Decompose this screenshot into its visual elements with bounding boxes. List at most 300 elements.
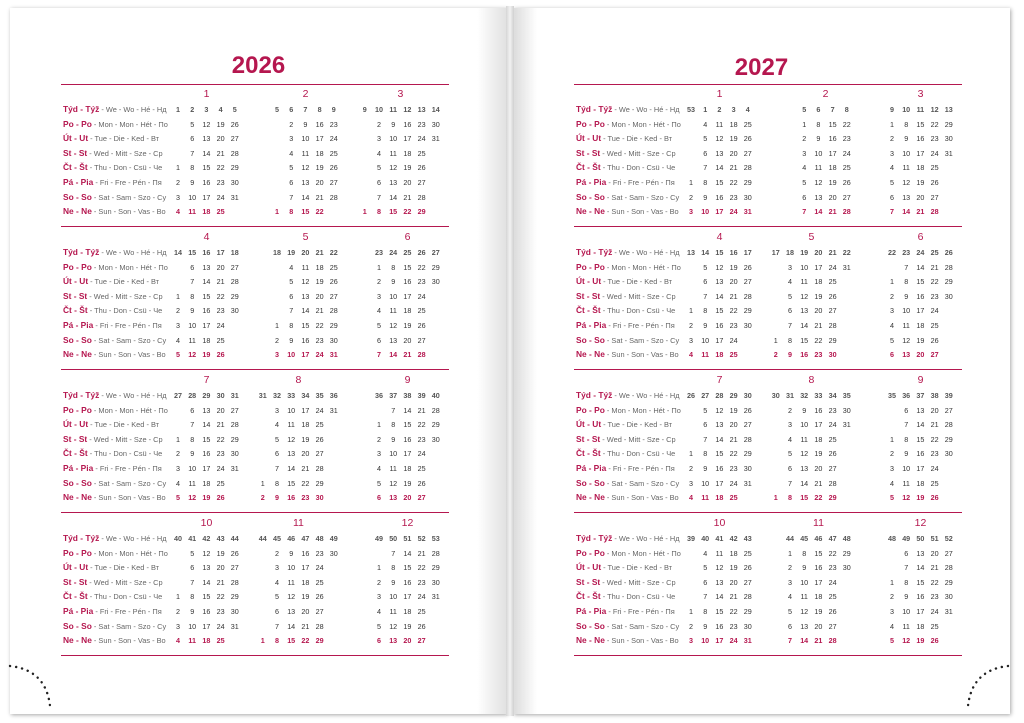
weekday-label-rest: - Mon - Mon - Hét - По — [604, 119, 681, 129]
day-date: 29 — [230, 291, 239, 301]
week-number: 41 — [715, 534, 724, 543]
weekday-label — [63, 478, 166, 489]
week-number: 26 — [944, 248, 953, 257]
sunday-date: 28 — [828, 636, 837, 646]
day-date: 30 — [329, 548, 338, 558]
day-date: 1 — [689, 449, 693, 459]
day-date: 7 — [703, 592, 708, 602]
week-number: 12 — [403, 105, 412, 114]
week-number: 11 — [389, 105, 397, 114]
sunday-date: 9 — [788, 350, 792, 360]
week-number: 27 — [174, 391, 182, 400]
day-date: 20 — [216, 405, 225, 415]
day-date: 28 — [944, 420, 953, 430]
weekday-label-rest: - We - Wo - Hé - Нд — [612, 391, 680, 400]
week-number: 13 — [944, 105, 953, 114]
day-date: 1 — [275, 321, 279, 330]
day-date: 12 — [902, 178, 911, 187]
weekday-label-rest: - Tue - Die - Ked - Вт — [601, 277, 673, 287]
day-date: 4 — [377, 306, 381, 316]
day-date: 5 — [275, 434, 279, 444]
day-date: 29 — [431, 262, 440, 272]
day-date: 28 — [828, 321, 837, 330]
day-date: 10 — [902, 464, 911, 473]
sunday-date: 26 — [930, 636, 939, 646]
sunday-date: 24 — [315, 350, 324, 360]
day-date: 11 — [800, 277, 808, 287]
week-number: 40 — [431, 391, 440, 400]
week-number: 20 — [301, 248, 310, 257]
day-date: 16 — [202, 306, 211, 316]
day-date: 10 — [800, 420, 809, 430]
week-number: 43 — [216, 534, 225, 543]
sunday-date: 8 — [788, 493, 792, 503]
day-date: 15 — [828, 119, 837, 129]
day-date: 24 — [828, 420, 837, 430]
weekday-label-rest: - Sun - Son - Vas - Bo — [604, 350, 679, 360]
day-date: 27 — [842, 192, 851, 202]
week-number: 3 — [204, 105, 209, 114]
day-date: 19 — [301, 434, 310, 444]
month-number: 3 — [397, 88, 404, 100]
day-date: 2 — [890, 592, 894, 602]
day-date: 8 — [391, 262, 396, 272]
day-date: 8 — [904, 119, 909, 129]
sunday-date: 24 — [729, 207, 738, 217]
month-number: 11 — [292, 517, 304, 529]
day-date: 7 — [391, 405, 396, 415]
day-date: 25 — [930, 163, 939, 173]
day-date: 6 — [904, 548, 909, 558]
day-date: 24 — [828, 577, 837, 587]
day-date: 31 — [944, 148, 953, 158]
day-date: 27 — [230, 262, 239, 272]
day-date: 20 — [930, 548, 939, 558]
day-date: 3 — [176, 464, 180, 473]
day-date: 23 — [315, 335, 324, 345]
day-date: 9 — [904, 291, 909, 301]
weekday-label-rest: - Mon - Mon - Hét - По — [91, 405, 168, 415]
sunday-date: 13 — [389, 493, 398, 503]
weekday-label — [63, 463, 162, 474]
day-date: 20 — [301, 449, 310, 459]
week-number: 52 — [417, 534, 426, 543]
day-date: 4 — [275, 577, 279, 587]
day-date: 28 — [743, 592, 752, 602]
day-date: 28 — [431, 405, 440, 415]
day-date: 10 — [701, 335, 710, 345]
weekday-label — [576, 291, 676, 302]
week-number: 8 — [844, 105, 849, 114]
sunday-date: 2 — [773, 350, 778, 360]
weekday-label — [63, 276, 159, 287]
weekday-label-bold: Ne - Ne — [576, 349, 605, 360]
day-date: 31 — [743, 478, 752, 488]
day-date: 19 — [403, 621, 412, 631]
week-number: 44 — [258, 534, 267, 543]
day-date: 17 — [715, 478, 724, 488]
day-date: 29 — [944, 119, 953, 129]
day-date: 6 — [275, 449, 279, 459]
day-date: 25 — [743, 119, 752, 129]
day-date: 14 — [715, 163, 724, 173]
week-number: 49 — [902, 534, 911, 543]
week-number: 48 — [315, 534, 324, 543]
day-date: 28 — [743, 291, 752, 301]
day-date: 2 — [176, 178, 180, 187]
day-date: 23 — [315, 548, 324, 558]
week-number: 46 — [814, 534, 823, 543]
weekday-label-bold: Čt - Št — [63, 162, 88, 173]
day-date: 17 — [202, 192, 211, 202]
day-date: 27 — [329, 291, 338, 301]
day-date: 17 — [715, 335, 724, 345]
day-date: 3 — [275, 405, 279, 415]
day-date: 13 — [916, 405, 925, 415]
day-date: 18 — [202, 335, 211, 345]
sunday-date: 23 — [814, 350, 823, 360]
day-date: 21 — [315, 306, 324, 316]
day-date: 14 — [403, 548, 412, 558]
day-date: 8 — [703, 178, 708, 187]
quarter-band — [61, 227, 449, 370]
weekday-label-rest: - Thu - Don - Csü - Че — [87, 449, 163, 459]
weekday-label-rest: - Tue - Die - Ked - Вт — [601, 563, 673, 573]
day-date: 8 — [190, 291, 195, 301]
day-date: 26 — [828, 291, 837, 301]
day-date: 28 — [743, 434, 752, 444]
day-date: 15 — [403, 420, 412, 430]
day-date: 2 — [788, 563, 792, 573]
day-date: 5 — [289, 277, 294, 287]
day-date: 13 — [916, 548, 925, 558]
day-date: 10 — [287, 405, 296, 415]
day-date: 17 — [202, 464, 211, 473]
day-date: 25 — [315, 420, 324, 430]
week-number: 49 — [375, 534, 383, 543]
day-date: 29 — [828, 335, 837, 345]
day-date: 21 — [216, 277, 225, 287]
day-date: 9 — [802, 563, 807, 573]
day-date: 31 — [230, 192, 239, 202]
day-date: 16 — [301, 335, 310, 345]
day-date: 25 — [930, 321, 939, 330]
weekday-label-rest: - Fri - Fre - Pén - Пя — [606, 607, 675, 616]
weekday-label-bold: So - So — [63, 334, 92, 345]
day-date: 27 — [743, 420, 752, 430]
weekday-label-rest: - Fri - Fre - Pén - Пя — [606, 178, 675, 187]
weekday-label — [576, 419, 672, 430]
day-date: 30 — [230, 607, 239, 616]
week-number: 23 — [375, 248, 383, 257]
weekday-label-rest: - Wed - Mitt - Sze - Ср — [600, 434, 676, 444]
week-number: 26 — [417, 248, 426, 257]
day-date: 31 — [329, 405, 338, 415]
week-number: 37 — [389, 391, 398, 400]
day-date: 13 — [389, 335, 398, 345]
weekday-label — [576, 276, 672, 287]
day-date: 14 — [301, 192, 310, 202]
day-date: 2 — [377, 119, 381, 129]
day-date: 30 — [431, 277, 440, 287]
weekday-label-bold: Pá - Pia — [576, 463, 607, 473]
weekday-label — [63, 206, 166, 217]
day-date: 25 — [417, 306, 426, 316]
day-date: 23 — [930, 592, 939, 602]
weekday-label-bold: Týd - Týž — [576, 390, 613, 400]
day-date: 25 — [417, 607, 426, 616]
day-date: 12 — [715, 563, 724, 573]
day-date: 9 — [703, 464, 708, 473]
day-date: 9 — [391, 577, 396, 587]
weekday-label — [576, 562, 672, 573]
day-date: 21 — [216, 148, 225, 158]
week-number: 44 — [786, 534, 794, 543]
weekday-label-rest: - Sat - Sam - Szo - Сy — [91, 621, 167, 631]
day-date: 18 — [729, 119, 738, 129]
day-date: 3 — [788, 262, 792, 272]
day-date: 9 — [816, 134, 821, 144]
day-date: 22 — [216, 592, 225, 602]
week-number: 47 — [301, 534, 310, 543]
week-number: 2 — [717, 105, 722, 114]
sunday-date: 2 — [260, 493, 265, 503]
day-date: 12 — [715, 262, 724, 272]
quarter-band — [574, 227, 962, 370]
day-date: 12 — [715, 134, 724, 144]
week-number: 48 — [842, 534, 851, 543]
sunday-date: 18 — [715, 493, 724, 503]
week-number: 42 — [729, 534, 738, 543]
sunday-date: 6 — [377, 636, 381, 646]
day-date: 14 — [202, 277, 211, 287]
day-date: 6 — [788, 306, 792, 316]
day-date: 10 — [902, 306, 911, 316]
week-number: 40 — [701, 534, 710, 543]
day-date: 1 — [689, 306, 693, 316]
day-date: 7 — [289, 192, 294, 202]
day-date: 18 — [315, 262, 324, 272]
weekday-label — [576, 247, 680, 258]
day-date: 3 — [890, 607, 894, 616]
day-date: 1 — [890, 577, 894, 587]
day-date: 20 — [814, 621, 823, 631]
week-number: 27 — [701, 391, 710, 400]
day-date: 1 — [890, 119, 894, 129]
week-number: 31 — [258, 391, 267, 400]
sunday-date: 13 — [902, 350, 911, 360]
weekday-label-rest: - Wed - Mitt - Sze - Ср — [87, 577, 163, 587]
sunday-date: 27 — [930, 350, 939, 360]
weekday-label-rest: - Thu - Don - Csü - Че — [600, 306, 676, 316]
day-date: 18 — [814, 592, 823, 602]
weekday-label-rest: - Sat - Sam - Szo - Сy — [604, 335, 680, 345]
day-date: 27 — [828, 306, 837, 316]
weekday-label-rest: - Wed - Mitt - Sze - Ср — [600, 291, 676, 301]
day-date: 17 — [301, 563, 310, 573]
day-date: 21 — [814, 321, 823, 330]
day-date: 29 — [329, 321, 338, 330]
day-date: 30 — [230, 306, 239, 316]
day-date: 6 — [275, 607, 279, 616]
day-date: 23 — [216, 449, 225, 459]
day-date: 19 — [216, 548, 225, 558]
weekday-label-rest: - Wed - Mitt - Sze - Ср — [600, 148, 676, 158]
weekday-label — [63, 291, 163, 302]
day-date: 24 — [417, 134, 426, 144]
week-number: 14 — [174, 248, 182, 257]
weekday-label-rest: - Sun - Son - Vas - Bo — [604, 636, 679, 646]
sunday-date: 3 — [275, 350, 279, 360]
weekday-label-rest: - Mon - Mon - Hét - По — [91, 119, 168, 129]
day-date: 18 — [315, 148, 324, 158]
month-number: 7 — [203, 374, 210, 386]
day-date: 16 — [403, 277, 412, 287]
day-date: 8 — [275, 478, 279, 488]
day-date: 7 — [788, 321, 792, 330]
week-number: 44 — [230, 534, 239, 543]
month-number: 9 — [917, 374, 924, 386]
day-date: 22 — [729, 449, 738, 459]
week-number: 9 — [331, 105, 336, 114]
week-number: 34 — [301, 391, 310, 400]
weekday-label — [576, 206, 679, 217]
day-date: 5 — [703, 262, 708, 272]
weekday-label-bold: Pá - Pia — [63, 463, 94, 473]
day-date: 19 — [814, 607, 823, 616]
day-date: 14 — [715, 592, 724, 602]
sunday-date: 10 — [701, 207, 710, 217]
day-date: 18 — [828, 163, 837, 173]
day-date: 18 — [916, 478, 925, 488]
sunday-date: 17 — [301, 350, 310, 360]
week-number: 33 — [814, 391, 823, 400]
sunday-date: 8 — [275, 636, 279, 646]
day-date: 8 — [190, 434, 195, 444]
day-date: 20 — [828, 192, 837, 202]
weekday-label — [63, 177, 162, 188]
week-number: 5 — [275, 105, 279, 114]
day-date: 14 — [916, 420, 925, 430]
day-date: 13 — [287, 449, 296, 459]
day-date: 21 — [301, 464, 310, 473]
day-date: 26 — [329, 277, 338, 287]
sunday-date: 26 — [216, 350, 225, 360]
week-number: 9 — [362, 105, 367, 114]
day-date: 22 — [729, 607, 738, 616]
week-number: 39 — [417, 391, 426, 400]
sunday-date: 7 — [377, 350, 381, 360]
sunday-date: 20 — [403, 636, 412, 646]
day-date: 1 — [890, 434, 894, 444]
day-date: 17 — [403, 449, 412, 459]
weekday-label-rest: - Mon - Mon - Hét - По — [604, 548, 681, 558]
day-date: 3 — [275, 563, 279, 573]
sunday-date: 25 — [729, 493, 738, 503]
day-date: 30 — [431, 434, 440, 444]
day-date: 17 — [202, 621, 211, 631]
day-date: 11 — [902, 478, 910, 488]
day-date: 12 — [715, 405, 724, 415]
day-date: 20 — [315, 291, 324, 301]
day-date: 5 — [890, 178, 894, 187]
week-number: 36 — [375, 391, 383, 400]
day-date: 8 — [391, 563, 396, 573]
week-number: 1 — [703, 105, 708, 114]
day-date: 8 — [703, 607, 708, 616]
day-date: 10 — [301, 134, 310, 144]
sunday-date: 29 — [828, 493, 837, 503]
day-date: 3 — [788, 420, 792, 430]
day-date: 18 — [403, 607, 412, 616]
day-date: 2 — [689, 321, 693, 330]
sunday-date: 5 — [176, 493, 180, 503]
month-number: 2 — [822, 88, 829, 100]
day-date: 21 — [729, 163, 738, 173]
day-date: 6 — [703, 420, 708, 430]
day-date: 17 — [814, 262, 823, 272]
day-date: 10 — [188, 321, 197, 330]
weekday-label-bold: Po - Po — [63, 118, 92, 129]
weekday-label-rest: - Thu - Don - Csü - Че — [600, 449, 676, 459]
day-date: 24 — [930, 464, 939, 473]
weekday-label-rest: - Wed - Mitt - Sze - Ср — [87, 148, 163, 158]
sunday-date: 28 — [930, 207, 939, 217]
day-date: 11 — [814, 163, 823, 173]
month-number: 2 — [302, 88, 309, 100]
day-date: 18 — [729, 548, 738, 558]
quarter-band — [61, 513, 449, 656]
weekday-label — [63, 305, 162, 316]
sunday-date: 7 — [802, 207, 807, 217]
weekday-label-rest: - Wed - Mitt - Sze - Ср — [87, 291, 163, 301]
day-date: 24 — [729, 478, 738, 488]
day-date: 30 — [743, 464, 752, 473]
day-date: 13 — [814, 192, 823, 202]
day-date: 28 — [944, 262, 953, 272]
weekday-label-rest: - Sat - Sam - Szo - Сy — [604, 478, 680, 488]
day-date: 16 — [202, 607, 211, 616]
sunday-date: 11 — [701, 350, 709, 360]
day-date: 24 — [216, 321, 225, 330]
day-date: 4 — [788, 434, 792, 444]
day-date: 27 — [743, 148, 752, 158]
day-date: 8 — [391, 420, 396, 430]
week-number: 20 — [814, 248, 823, 257]
month-number: 8 — [295, 374, 302, 386]
day-date: 18 — [202, 478, 211, 488]
sunday-date: 28 — [842, 207, 851, 217]
day-date: 23 — [216, 178, 225, 187]
week-number: 5 — [232, 105, 237, 114]
day-date: 16 — [715, 464, 724, 473]
weekday-label-rest: - We - Wo - Hé - Нд — [99, 105, 167, 114]
day-date: 6 — [788, 464, 792, 473]
weekday-label — [63, 133, 159, 144]
day-date: 4 — [377, 148, 381, 158]
day-date: 24 — [828, 262, 837, 272]
day-date: 20 — [814, 306, 823, 316]
weekday-label — [576, 405, 681, 416]
sunday-date: 22 — [814, 493, 823, 503]
week-number: 28 — [188, 391, 197, 400]
day-date: 10 — [800, 577, 809, 587]
sunday-date: 21 — [814, 636, 823, 646]
day-date: 20 — [930, 405, 939, 415]
weekday-label-bold: St - St — [63, 290, 88, 301]
sunday-date: 3 — [689, 636, 693, 646]
day-date: 5 — [703, 563, 708, 573]
